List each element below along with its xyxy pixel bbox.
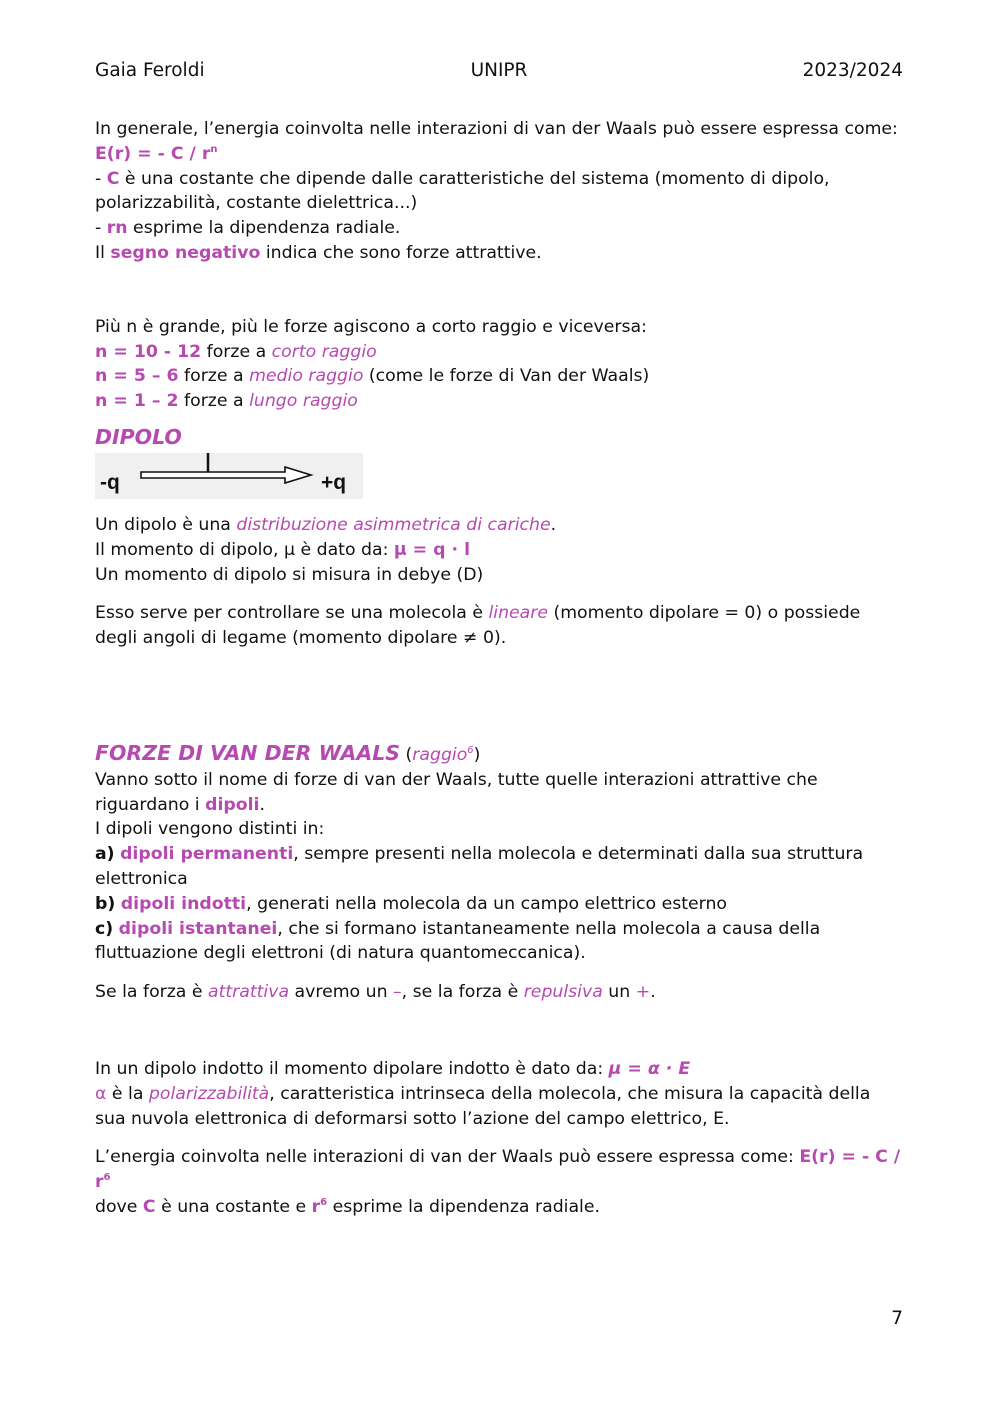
dipole-type-item: b) dipoli indotti, generati nella molecola da un campo elettrico esterno bbox=[95, 893, 727, 914]
dipole-moment: Il momento di dipolo, μ è dato da: μ = q · l bbox=[95, 539, 471, 560]
vdw-distinct: I dipoli vengono distinti in: bbox=[95, 819, 325, 840]
induced-dipole-line: In un dipolo indotto il momento dipolare indotto è dato da: μ = α · E bbox=[95, 1058, 691, 1079]
page-content bbox=[95, 117, 903, 1220]
range-item: n = 10 - 12 forze a corto raggio bbox=[95, 341, 377, 362]
vdw-heading: FORZE DI VAN DER WAALS bbox=[95, 740, 401, 765]
positive-charge-label: +q bbox=[321, 470, 347, 494]
constant-definition: dove C è una costante e $r^6$ esprime la dipendenza radiale. bbox=[95, 1196, 600, 1217]
negative-charge-label: -q bbox=[100, 470, 120, 494]
dipolo-heading: DIPOLO bbox=[95, 424, 182, 449]
header-institution: UNIPR bbox=[470, 60, 528, 81]
dipole-usage: Esso serve per controllare se una molecola è lineare (momento dipolare = 0) o possiede degli angoli di legame (momento dipolare ≠ 0). bbox=[95, 603, 861, 649]
page-header bbox=[95, 60, 903, 84]
dipole-unit: Un momento di dipolo si misura in debye (D) bbox=[95, 564, 484, 585]
range-intro: Più n è grande, più le forze agiscono a corto raggio e viceversa: bbox=[95, 316, 647, 337]
header-author: Gaia Feroldi bbox=[95, 60, 205, 81]
rn-definition: - rn esprime la dipendenza radiale. bbox=[95, 218, 401, 239]
range-item: n = 5 – 6 forze a medio raggio (come le forze di Van der Waals) bbox=[95, 366, 650, 387]
polarizability-line: α è la polarizzabilità, caratteristica intrinseca della molecola, che misura la capacità della sua nuvola elettronica di deformarsi sotto l’azione del campo elettrico, E. bbox=[95, 1083, 871, 1129]
page-number: 7 bbox=[891, 1308, 903, 1329]
dipole-definition: Un dipolo è una distribuzione asimmetrica di cariche. bbox=[95, 514, 557, 535]
header-year: 2023/2024 bbox=[802, 60, 903, 81]
vdw-energy-line: L’energia coinvolta nelle interazioni di van der Waals può essere espressa come: E(r) = - C / $r^6$ bbox=[95, 1147, 901, 1193]
vdw-intro: Vanno sotto il nome di forze di van der Waals, tutte quelle interazioni attrattive che riguardano i dipoli. bbox=[95, 769, 818, 815]
dipole-figure bbox=[95, 453, 363, 499]
intro-line: In generale, l’energia coinvolta nelle interazioni di van der Waals può essere espressa come: bbox=[95, 119, 898, 139]
vdw-heading-line: FORZE DI VAN DER WAALS (raggio$^6$) bbox=[95, 740, 481, 765]
dipole-type-item: a) dipoli permanenti, sempre presenti nella molecola e determinati dalla sua struttura elettronica bbox=[95, 844, 864, 889]
dipole-arrow bbox=[141, 467, 311, 483]
dipole-arrow-diagram bbox=[95, 453, 363, 499]
general-energy-formula: E(r) = - C / $r^n$ bbox=[95, 143, 218, 164]
force-sign-line: Se la forza è attrattiva avremo un –, se la forza è repulsiva un +. bbox=[95, 982, 656, 1003]
dipole-type-item: c) dipoli istantanei, che si formano istantaneamente nella molecola a causa della fluttuazione degli elettroni (di natura quantomeccanica). bbox=[95, 918, 821, 964]
range-item: n = 1 – 2 forze a lungo raggio bbox=[95, 391, 358, 412]
sign-definition: Il segno negativo indica che sono forze attrattive. bbox=[95, 242, 542, 263]
c-definition: - C è una costante che dipende dalle caratteristiche del sistema (momento di dipolo, polarizzabilità, costante dielettrica...) bbox=[95, 168, 830, 214]
